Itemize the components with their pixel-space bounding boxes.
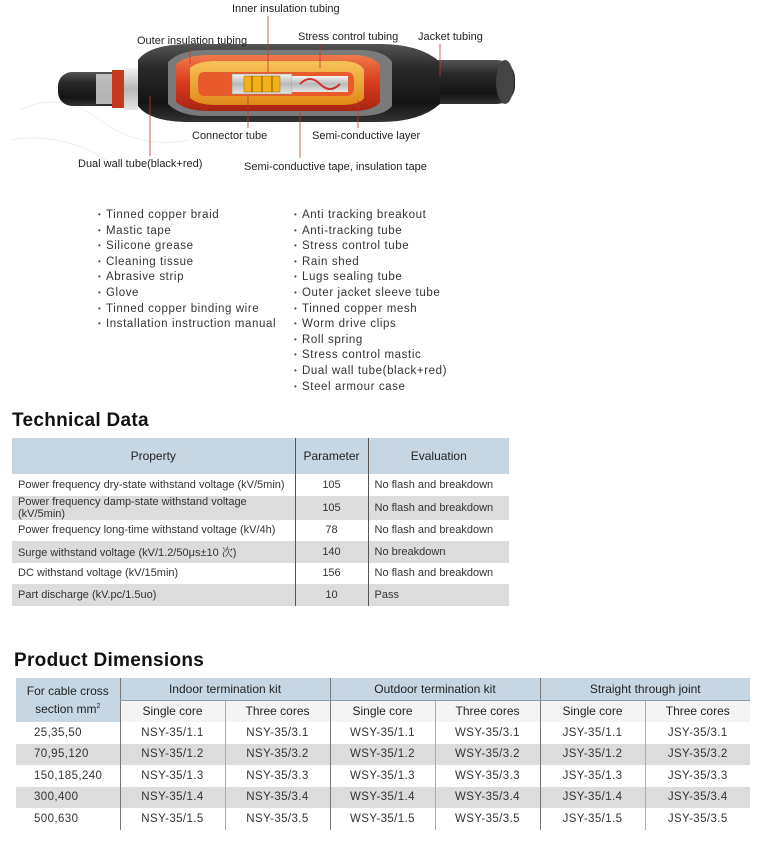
cell-model: WSY-35/3.4: [435, 787, 540, 809]
cell-model: JSY-35/1.3: [540, 765, 645, 787]
header-outdoor-termination: Outdoor termination kit: [330, 678, 540, 700]
kit-left-item: • Tinned copper braid: [98, 207, 276, 223]
table-row: [12, 541, 509, 563]
kit-left-item: • Installation instruction manual: [98, 316, 276, 332]
kit-left-item: • Silicone grease: [98, 238, 276, 254]
kit-left-item: • Mastic tape: [98, 223, 276, 239]
cell-model: WSY-35/3.1: [435, 722, 540, 744]
cell-parameter: 140: [295, 541, 368, 563]
header-outdoor-single: Single core: [330, 700, 435, 722]
cell-model: NSY-35/3.4: [225, 787, 330, 809]
cell-model: NSY-35/1.1: [120, 722, 225, 744]
table-row: [12, 563, 509, 585]
header-cable-cross-section: [16, 678, 120, 722]
kit-right-item: • Rain shed: [294, 254, 447, 270]
cell-parameter: 156: [295, 563, 368, 585]
product-dimensions-table: [16, 678, 750, 830]
cell-evaluation: No flash and breakdown: [368, 563, 509, 585]
cell-model: WSY-35/3.3: [435, 765, 540, 787]
callout-stress-control: Stress control tubing: [298, 31, 399, 43]
cell-model: WSY-35/1.3: [330, 765, 435, 787]
corner-sup: 2: [96, 702, 101, 710]
cell-model: NSY-35/3.3: [225, 765, 330, 787]
cell-model: WSY-35/3.5: [435, 808, 540, 830]
cell-model: JSY-35/1.1: [540, 722, 645, 744]
cell-cable-size: 150,185,240: [34, 769, 103, 782]
cell-model: NSY-35/1.3: [120, 765, 225, 787]
header-indoor-termination: Indoor termination kit: [120, 678, 330, 700]
cell-model: NSY-35/3.1: [225, 722, 330, 744]
table-row: [16, 808, 750, 830]
technical-data-table: [12, 438, 509, 606]
table-row: [12, 496, 509, 520]
kit-right-item: • Anti tracking breakout: [294, 207, 447, 223]
cell-cable-size: 500,630: [34, 812, 79, 825]
cell-cable-size: 25,35,50: [34, 726, 82, 739]
cell-evaluation: No breakdown: [368, 541, 509, 563]
cell-model: WSY-35/1.1: [330, 722, 435, 744]
cell-model: NSY-35/1.5: [120, 808, 225, 830]
kit-right-item: • Dual wall tube(black+red): [294, 363, 447, 379]
callout-outer-insulation: Outer insulation tubing: [137, 35, 248, 47]
cell-evaluation: No flash and breakdown: [368, 474, 509, 496]
corner-line1: For cable cross: [26, 683, 109, 698]
technical-data-title: Technical Data: [12, 410, 149, 431]
cell-model: WSY-35/1.5: [330, 808, 435, 830]
kit-right-item: • Anti-tracking tube: [294, 223, 447, 239]
table-row: [16, 765, 750, 787]
header-straight-joint: Straight through joint: [540, 678, 750, 700]
cell-model: JSY-35/3.3: [645, 765, 750, 787]
cell-model: JSY-35/1.5: [540, 808, 645, 830]
cell-model: NSY-35/3.5: [225, 808, 330, 830]
cell-property: Surge withstand voltage (kV/1.2/50μs±10 次): [12, 541, 295, 563]
header-indoor-three: Three cores: [225, 700, 330, 722]
kit-left-item: • Abrasive strip: [98, 269, 276, 285]
cell-model: JSY-35/3.2: [645, 744, 750, 766]
cell-model: WSY-35/3.2: [435, 744, 540, 766]
kit-left-item: • Glove: [98, 285, 276, 301]
cell-property: Power frequency damp-state withstand voltage (kV/5min): [12, 496, 295, 520]
cell-model: WSY-35/1.2: [330, 744, 435, 766]
cable-joint-illustration: [0, 0, 768, 200]
header-outdoor-three: Three cores: [435, 700, 540, 722]
header-indoor-single: Single core: [120, 700, 225, 722]
table-header-row: [12, 438, 509, 474]
cell-model: NSY-35/1.4: [120, 787, 225, 809]
kit-right-item: • Stress control tube: [294, 238, 447, 254]
corner-line2: section mm: [35, 701, 97, 716]
group-header-row: [16, 678, 750, 700]
cell-model: JSY-35/3.1: [645, 722, 750, 744]
product-dimensions-title: Product Dimensions: [14, 650, 205, 671]
header-property: Property: [12, 438, 295, 474]
cell-model: JSY-35/1.4: [540, 787, 645, 809]
header-evaluation: Evaluation: [368, 438, 509, 474]
kit-contents-left-list: [98, 207, 276, 332]
callout-connector: Connector tube: [192, 130, 268, 142]
kit-right-item: • Tinned copper mesh: [294, 301, 447, 317]
cell-property: Part discharge (kV.pc/1.5uo): [12, 584, 295, 606]
table-row: [16, 787, 750, 809]
cell-evaluation: No flash and breakdown: [368, 520, 509, 542]
cell-parameter: 78: [295, 520, 368, 542]
cell-parameter: 10: [295, 584, 368, 606]
callout-inner-insulation: Inner insulation tubing: [232, 3, 340, 15]
kit-right-item: • Outer jacket sleeve tube: [294, 285, 447, 301]
kit-left-item: • Cleaning tissue: [98, 254, 276, 270]
table-row: [12, 584, 509, 606]
cell-evaluation: No flash and breakdown: [368, 496, 509, 520]
kit-right-item: • Steel armour case: [294, 379, 447, 395]
cell-cable-size: 70,95,120: [16, 744, 120, 766]
cell-property: DC withstand voltage (kV/15min): [18, 567, 179, 580]
header-joint-single: Single core: [540, 700, 645, 722]
cell-property: Power frequency dry-state withstand voltage (kV/5min): [18, 478, 285, 491]
kit-left-item: • Tinned copper binding wire: [98, 301, 276, 317]
kit-right-item: • Stress control mastic: [294, 347, 447, 363]
kit-contents-right-list: [294, 207, 447, 394]
cell-model: WSY-35/1.4: [330, 787, 435, 809]
callout-jacket: Jacket tubing: [418, 31, 483, 43]
table-row: [16, 722, 750, 744]
cell-model: NSY-35/1.2: [120, 744, 225, 766]
sub-header-row: [16, 700, 750, 722]
cell-cable-size: 300,400: [16, 787, 120, 809]
header-parameter: Parameter: [295, 438, 368, 474]
cell-model: JSY-35/1.2: [540, 744, 645, 766]
callout-semi-conductive-layer: Semi-conductive layer: [312, 130, 421, 142]
cell-evaluation: Pass: [368, 584, 509, 606]
kit-right-item: • Roll spring: [294, 332, 447, 348]
table-row: [12, 474, 509, 496]
table-row: [16, 744, 750, 766]
header-joint-three: Three cores: [645, 700, 750, 722]
cell-model: NSY-35/3.2: [225, 744, 330, 766]
cell-model: JSY-35/3.5: [645, 808, 750, 830]
kit-right-item: • Lugs sealing tube: [294, 269, 447, 285]
kit-right-item: • Worm drive clips: [294, 316, 447, 332]
callout-dual-wall: Dual wall tube(black+red): [78, 158, 203, 170]
cell-parameter: 105: [295, 474, 368, 496]
cell-model: JSY-35/3.4: [645, 787, 750, 809]
cell-property: Power frequency long-time withstand voltage (kV/4h): [18, 524, 276, 537]
table-row: [12, 520, 509, 542]
callout-semi-conductive-tape: Semi-conductive tape, insulation tape: [244, 161, 427, 173]
cell-parameter: 105: [295, 496, 368, 520]
